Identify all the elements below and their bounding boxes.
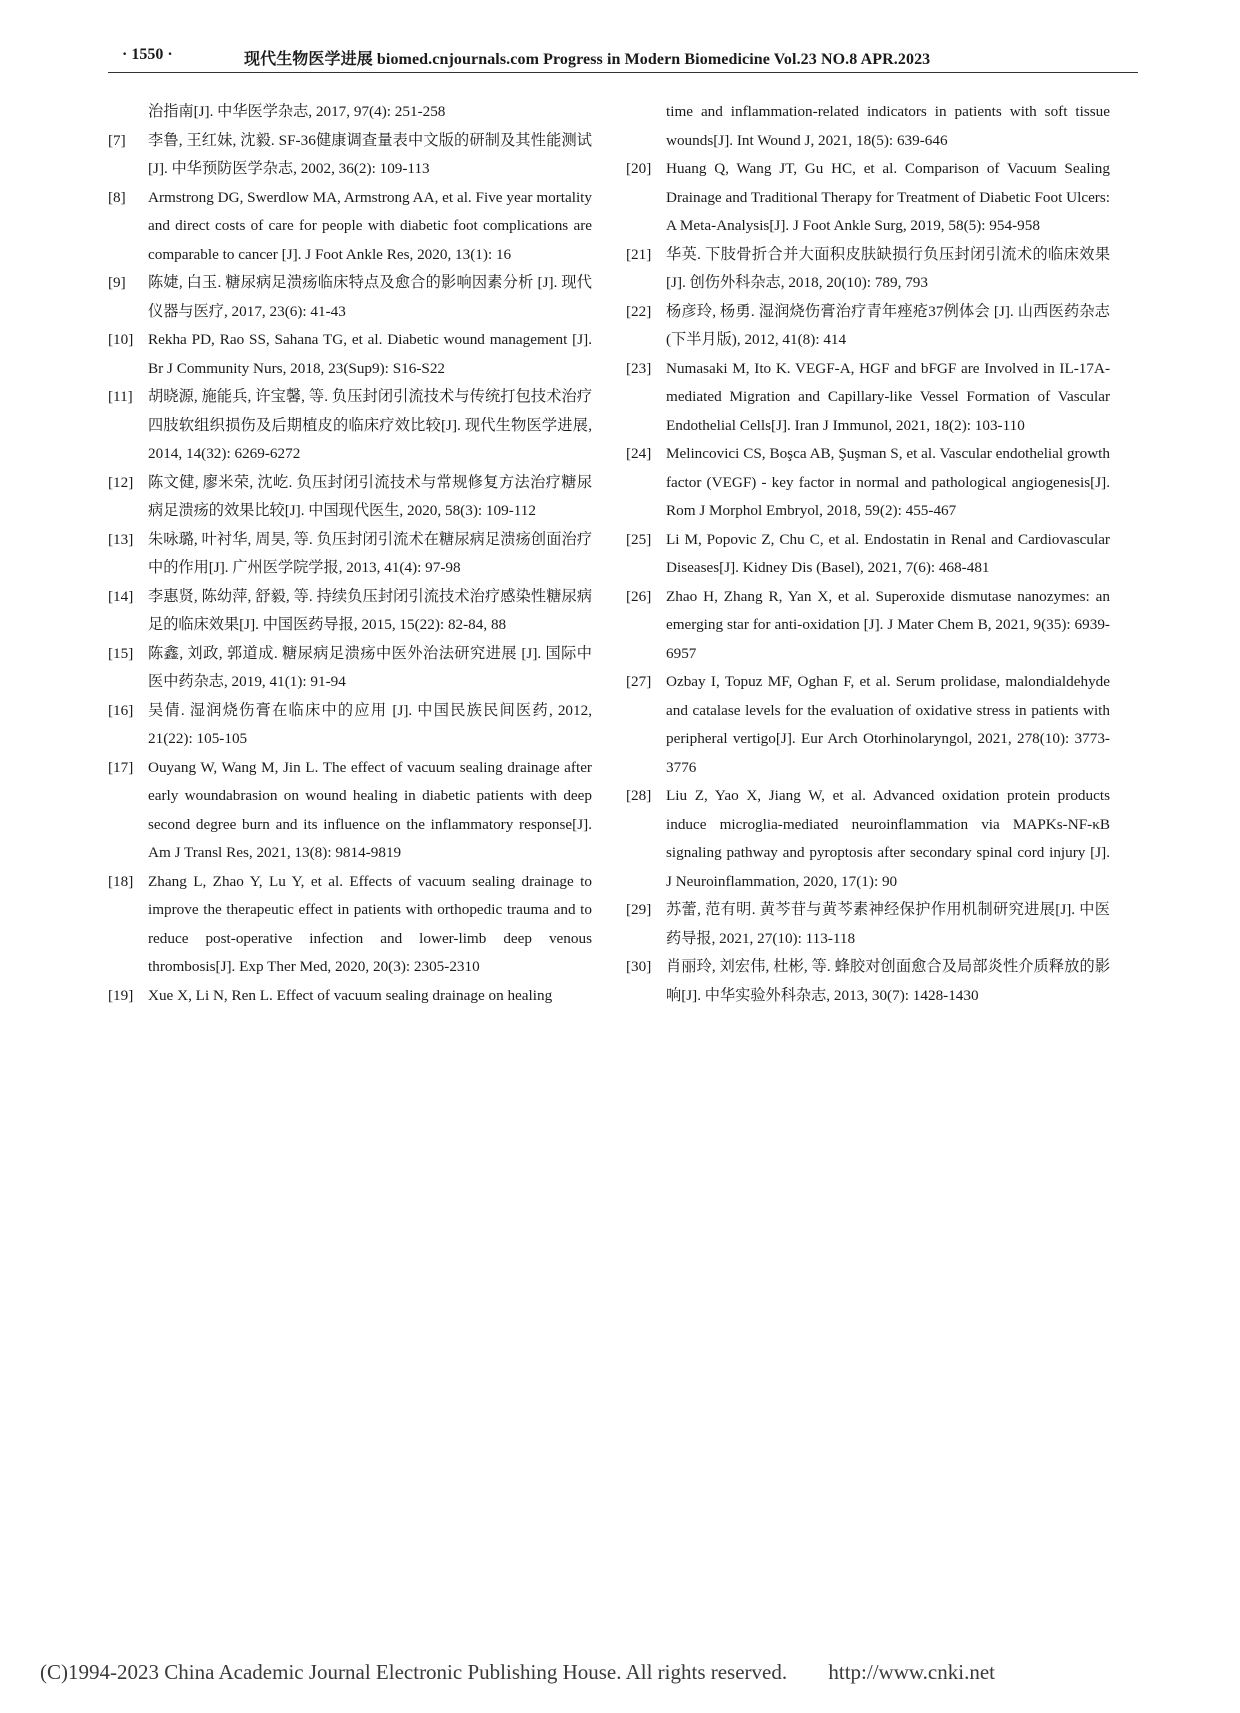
copyright-footer: [40, 1660, 1200, 1685]
reference-number: [8]: [108, 188, 126, 206]
reference-item: [108, 98, 592, 127]
reference-text: Huang Q, Wang JT, Gu HC, et al. Comparison of Vacuum Sealing Drainage and Traditional Therapy for Treatment of Diabetic Foot Ulcers: A Meta-Analysis[J]. J Foot Ankle Surg, 2019, 58(5): 954-958: [666, 160, 1110, 234]
reference-number: [24]: [626, 445, 652, 462]
copyright-text: (C)1994-2023 China Academic Journal Electronic Publishing House. All rights reserved.: [40, 1660, 788, 1684]
reference-column-left: [108, 98, 592, 1010]
reference-item: [108, 868, 592, 982]
reference-number: [14]: [108, 587, 134, 605]
reference-text: Armstrong DG, Swerdlow MA, Armstrong AA, et al. Five year mortality and direct costs of care for people with diabetic foot complications are comparable to cancer [J]. J Foot Ankle Res, 2020, 13(1): 16: [148, 188, 592, 263]
reference-item: [626, 241, 1110, 298]
reference-item: [108, 526, 592, 583]
reference-text: 陈文健, 廖米荣, 沈屹. 负压封闭引流技术与常规修复方法治疗糖尿病足溃疡的效果比较[J]. 中国现代医生, 2020, 58(3): 109-112: [148, 473, 592, 519]
reference-number: [27]: [626, 673, 652, 690]
reference-number: [26]: [626, 587, 652, 605]
reference-number: [23]: [626, 359, 652, 377]
page-number: · 1550 ·: [122, 46, 173, 63]
reference-number: [16]: [108, 701, 134, 719]
reference-text: 陈鑫, 刘政, 郭道成. 糖尿病足溃疡中医外治法研究进展 [J]. 国际中医中药杂志, 2019, 41(1): 91-94: [148, 644, 592, 690]
reference-item: [108, 127, 592, 184]
reference-text: 治指南[J]. 中华医学杂志, 2017, 97(4): 251-258: [148, 103, 446, 120]
reference-text: 李鲁, 王红妹, 沈毅. SF-36健康调查量表中文版的研制及其性能测试[J]. 中华预防医学杂志, 2002, 36(2): 109-113: [148, 131, 592, 177]
reference-text: Liu Z, Yao X, Jiang W, et al. Advanced oxidation protein products induce microglia-mediated neuroinflammation via MAPKs-NF-κB signaling pathway and pyroptosis after secondary spinal cord injury [J]. J Neuroinflammation, 2020, 17(1): 90: [666, 787, 1110, 890]
reference-item: [108, 583, 592, 640]
reference-item: [108, 469, 592, 526]
reference-text: Numasaki M, Ito K. VEGF-A, HGF and bFGF are Involved in IL-17A-mediated Migration and Capillary-like Vessel Formation of Vascular Endothelial Cells[J]. Iran J Immunol, 2021, 18(2): 103-110: [666, 359, 1110, 434]
reference-number: [15]: [108, 644, 134, 662]
reference-number: [10]: [108, 331, 134, 348]
reference-item: [108, 383, 592, 469]
reference-text: Rekha PD, Rao SS, Sahana TG, et al. Diabetic wound management [J]. Br J Community Nurs, 2018, 23(Sup9): S16-S22: [148, 331, 592, 377]
reference-number: [18]: [108, 872, 134, 890]
reference-number: [11]: [108, 388, 133, 405]
reference-text: 华英. 下肢骨折合并大面积皮肤缺损行负压封闭引流术的临床效果[J]. 创伤外科杂志, 2018, 20(10): 789, 793: [666, 245, 1110, 291]
reference-text: 杨彦玲, 杨勇. 湿润烧伤膏治疗青年痤疮37例体会 [J]. 山西医药杂志(下半月版), 2012, 41(8): 414: [666, 302, 1110, 348]
reference-number: [28]: [626, 787, 652, 804]
reference-item: [626, 440, 1110, 526]
header-rule: [108, 72, 1138, 73]
reference-item: [108, 982, 592, 1011]
reference-item: [108, 640, 592, 697]
reference-text: Melincovici CS, Boşca AB, Şuşman S, et al. Vascular endothelial growth factor (VEGF) - key factor in normal and pathological angiogenesis[J]. Rom J Morphol Embryol, 2018, 59(2): 455-467: [666, 445, 1110, 519]
reference-item: [626, 583, 1110, 669]
reference-text: Zhao H, Zhang R, Yan X, et al. Superoxide dismutase nanozymes: an emerging star for anti-oxidation [J]. J Mater Chem B, 2021, 9(35): 6939-6957: [666, 587, 1110, 662]
reference-number: [30]: [626, 958, 652, 975]
reference-text: 李惠贤, 陈幼萍, 舒毅, 等. 持续负压封闭引流技术治疗感染性糖尿病足的临床效果[J]. 中国医药导报, 2015, 15(22): 82-84, 88: [148, 587, 592, 633]
reference-number: [7]: [108, 131, 126, 149]
reference-item: [626, 355, 1110, 441]
reference-item: [626, 896, 1110, 953]
reference-text: time and inflammation-related indicators in patients with soft tissue wounds[J]. Int Wound J, 2021, 18(5): 639-646: [666, 103, 1110, 149]
reference-item: [108, 697, 592, 754]
reference-column-right: [626, 98, 1110, 1010]
reference-number: [13]: [108, 530, 134, 548]
reference-number: [29]: [626, 901, 652, 918]
reference-item: [626, 668, 1110, 782]
reference-text: Xue X, Li N, Ren L. Effect of vacuum sealing drainage on healing: [148, 986, 553, 1004]
reference-text: 胡晓源, 施能兵, 许宝馨, 等. 负压封闭引流技术与传统打包技术治疗四肢软组织损伤及后期植皮的临床疗效比较[J]. 现代生物医学进展, 2014, 14(32): 6269-6272: [148, 388, 592, 462]
reference-number: [25]: [626, 530, 652, 548]
reference-item: [626, 526, 1110, 583]
reference-text: 吴倩. 湿润烧伤膏在临床中的应用 [J]. 中国民族民间医药, 2012, 21(22): 105-105: [148, 701, 592, 747]
reference-number: [21]: [626, 245, 652, 263]
reference-text: Ozbay I, Topuz MF, Oghan F, et al. Serum prolidase, malondialdehyde and catalase levels for the evaluation of oxidative stress in patients with peripheral vertigo[J]. Eur Arch Otorhinolaryngol, 2021, 278(10): 3773-3776: [666, 673, 1110, 776]
reference-item: [626, 155, 1110, 241]
reference-text: 陈婕, 白玉. 糖尿病足溃疡临床特点及愈合的影响因素分析 [J]. 现代仪器与医疗, 2017, 23(6): 41-43: [148, 274, 592, 320]
reference-number: [17]: [108, 758, 134, 776]
reference-item: [108, 184, 592, 270]
reference-item: [108, 326, 592, 383]
reference-text: Li M, Popovic Z, Chu C, et al. Endostatin in Renal and Cardiovascular Diseases[J]. Kidney Dis (Basel), 2021, 7(6): 468-481: [666, 530, 1110, 576]
reference-item: [626, 782, 1110, 896]
reference-number: [20]: [626, 160, 652, 177]
reference-number: [9]: [108, 274, 126, 291]
running-header: [108, 40, 1138, 74]
reference-item: [626, 953, 1110, 1010]
reference-item: [626, 298, 1110, 355]
reference-text: Ouyang W, Wang M, Jin L. The effect of vacuum sealing drainage after early woundabrasion on wound healing in diabetic patients with deep second degree burn and its influence on the inflammatory response[J]. Am J Transl Res, 2021, 13(8): 9814-9819: [148, 758, 592, 861]
reference-text: 苏蕾, 范有明. 黄芩苷与黄芩素神经保护作用机制研究进展[J]. 中医药导报, 2021, 27(10): 113-118: [666, 901, 1110, 947]
reference-item: [626, 98, 1110, 155]
journal-title-line: 现代生物医学进展 biomed.cnjournals.com Progress in Modern Biomedicine Vol.23 NO.8 APR.2023: [244, 51, 931, 68]
reference-item: [108, 269, 592, 326]
reference-text: 肖丽玲, 刘宏伟, 杜彬, 等. 蜂胶对创面愈合及局部炎性介质释放的影响[J]. 中华实验外科杂志, 2013, 30(7): 1428-1430: [666, 958, 1110, 1004]
reference-number: [22]: [626, 302, 652, 320]
reference-number: [19]: [108, 986, 134, 1004]
reference-text: Zhang L, Zhao Y, Lu Y, et al. Effects of vacuum sealing drainage to improve the therapeutic effect in patients with orthopedic trauma and to reduce post-operative infection and lower-limb deep venous thrombosis[J]. Exp Ther Med, 2020, 20(3): 2305-2310: [148, 872, 592, 975]
reference-number: [12]: [108, 473, 134, 491]
footer-url-link[interactable]: http://www.cnki.net: [828, 1660, 995, 1684]
reference-text: 朱咏璐, 叶衬华, 周昊, 等. 负压封闭引流术在糖尿病足溃疡创面治疗中的作用[J]. 广州医学院学报, 2013, 41(4): 97-98: [148, 530, 592, 576]
reference-item: [108, 754, 592, 868]
